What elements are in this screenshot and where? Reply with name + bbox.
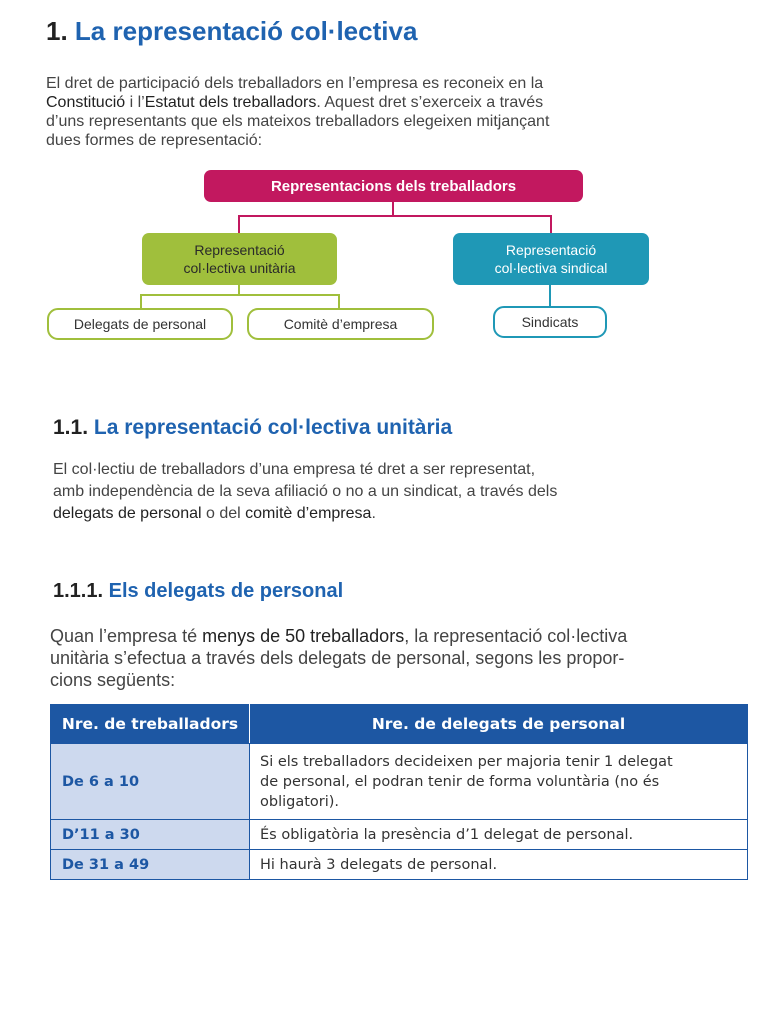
diagram-root-box: Representacions dels treballadors (204, 170, 583, 202)
connector-line (549, 285, 551, 306)
emphasis-text: delegats de personal (53, 505, 202, 522)
section-number: 1.1. (53, 416, 89, 439)
workers-range-cell: D’11 a 30 (51, 820, 250, 850)
connector-line (392, 202, 394, 216)
table-row (51, 850, 748, 880)
text-line: dues formes de representació: (46, 132, 263, 149)
delegates-cell: Hi haurà 3 delegats de personal. (250, 850, 748, 880)
delegates-cell: Si els treballadors decideixen per majoria tenir 1 delegat de personal, el podran tenir de forma voluntària (no és obligatori). (250, 744, 748, 820)
connector-line (238, 215, 552, 217)
connector-line (338, 294, 340, 308)
text-line: El dret de participació dels treballadors en l’empresa es reconeix en la (46, 75, 544, 92)
workers-range-cell: De 31 a 49 (51, 850, 250, 880)
diagram-comite-box: Comitè d’empresa (247, 308, 434, 340)
section-number: 1.1.1. (53, 580, 104, 602)
delegates-cell: És obligatòria la presència d’1 delegat de personal. (250, 820, 748, 850)
diagram-unitaria-box: Representació col·lectiva unitària (142, 233, 337, 285)
column-header: Nre. de delegats de personal (250, 705, 748, 744)
section-1-heading (46, 16, 417, 47)
text-line: unitària s’efectua a través dels delegats de personal, segons les propor- (50, 648, 625, 668)
diagram-sindical-box: Representació col·lectiva sindical (453, 233, 649, 285)
emphasis-text: menys de 50 treballadors (202, 626, 405, 646)
section-title: La representació col·lectiva unitària (93, 416, 453, 439)
section-number: 1. (46, 16, 68, 46)
text-line: d’uns representants que els mateixos treballadors elegeixen mitjançant (46, 113, 550, 130)
table-header-row (51, 705, 748, 744)
delegates-table (50, 704, 748, 880)
diagram-delegats-box: Delegats de personal (47, 308, 233, 340)
text-line: delegats de personal o del comitè d’empresa. (53, 505, 376, 522)
connector-line (238, 215, 240, 233)
text-line: El col·lectiu de treballadors d’una empresa té dret a ser representat, (53, 461, 536, 478)
section-1-1-paragraph (53, 459, 557, 525)
workers-range-cell: De 6 a 10 (51, 744, 250, 820)
section-1-1-heading (53, 416, 452, 440)
section-1-1-1-heading (53, 580, 343, 603)
section-title: Els delegats de personal (108, 580, 344, 602)
text-line: cions següents: (50, 670, 176, 690)
text-line: Constitució i l’Estatut dels treballadors. Aquest dret s’exerceix a través (46, 94, 544, 111)
connector-line (550, 215, 552, 233)
emphasis-text: Estatut dels treballadors (144, 94, 317, 111)
section-title: La representació col·lectiva (74, 16, 418, 46)
emphasis-text: comitè d’empresa (245, 505, 372, 522)
column-header: Nre. de treballadors (51, 705, 250, 744)
connector-line (140, 294, 142, 308)
table-row (51, 820, 748, 850)
table-row (51, 744, 748, 820)
emphasis-text: Constitució (46, 94, 126, 111)
text-line: Quan l’empresa té menys de 50 treballadors, la representació col·lectiva (50, 626, 628, 646)
connector-line (140, 294, 340, 296)
text-line: amb independència de la seva afiliació o no a un sindicat, a través dels (53, 483, 558, 500)
section-1-paragraph (46, 74, 549, 150)
diagram-sindicats-box: Sindicats (493, 306, 607, 338)
section-1-1-1-paragraph (50, 625, 627, 691)
